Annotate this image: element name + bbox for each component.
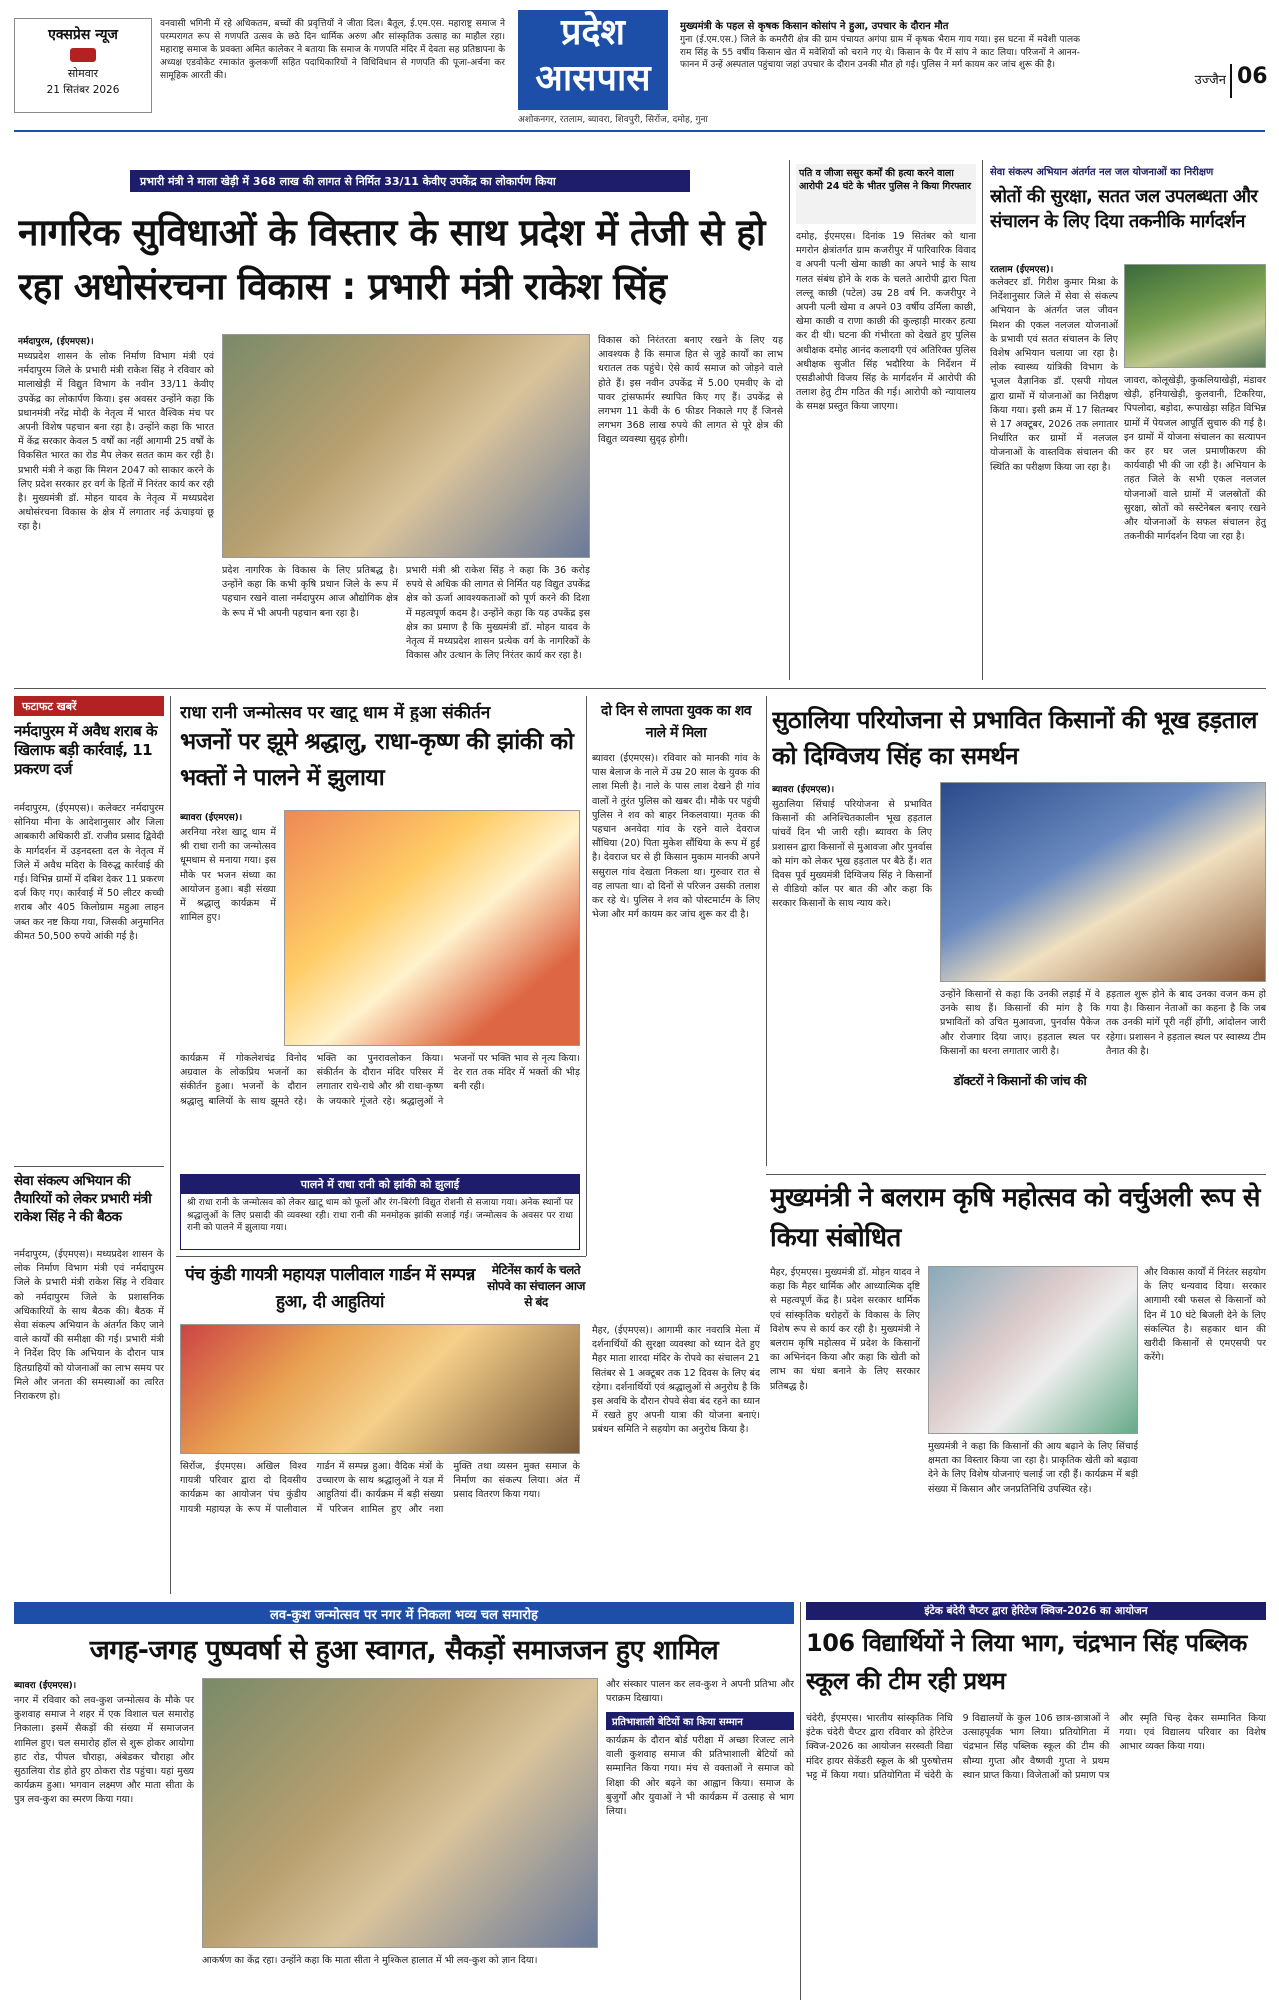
lavkush-photo — [202, 1678, 598, 1948]
divider — [982, 160, 983, 680]
lavkush-band: लव-कुश जन्मोत्सव पर नगर में निकला भव्य चल समारोह — [14, 1602, 794, 1624]
lavkush-dateline: ब्यावरा (ईएमएस)। — [14, 1681, 77, 1691]
day: सोमवार — [67, 67, 99, 80]
water-dateline: रतलाम (ईएमएस)। — [990, 265, 1054, 275]
lavkush-col-1: नगर में रविवार को लव-कुश जन्मोत्सव के मौके पर कुशवाह समाज ने शहर में एक विशाल चल समारोह निकाला। इसमें सैकड़ों की संख्या में समाजजन शामिल हुए। चल समारोह हॉल से शुरू होकर आयोगा हाट रोड, पीपल चौराहा, अंबेडकर चौराहा और सुठालिया रोड होते हुए ठोकरा रोड पहुंचा। यहां मुख्य कार्यक्रम हुआ। भगवान लक्ष्मण और माता सीता के पुत्र लव-कुश का स्मरण किया गया। — [14, 1695, 194, 1806]
fatafat-body-2: नर्मदापुरम, (ईएमएस)। मध्यप्रदेश शासन के लोक निर्माण विभाग मंत्री एवं नर्मदापुरम जिले के प्रभारी मंत्री राकेश सिंह ने रविवार को नर्मदापुरम जिले के प्रशासनिक अधिकारियों के साथ बैठक की। बैठक में सेवा संकल्प अभियान के अंतर्गत किए जाने वाले कार्यों की समीक्षा की गई। प्रभारी मंत्री ने निर्देश दिए कि अभियान के दौरान पात्र हितग्राहियों को योजनाओं का लाभ समय पर मिले और जनता की समस्याओं का त्वरित निराकरण हो। — [14, 1249, 164, 1403]
logo-icon — [70, 48, 96, 62]
suthaliya-dateline: ब्यावरा (ईएमएस)। — [772, 785, 835, 795]
suthaliya-col-3: हड़ताल शुरू होने के बाद उनका वजन कम हो गया है। किसान नेताओं का कहना है कि जब तक उनकी मांगें पूरी नहीं होंगी, आंदोलन जारी रहेगा। प्रशासन ने हड़ताल स्थल पर स्वास्थ्य टीम तैनात की है। — [1106, 989, 1266, 1057]
water-headline: स्रोतों की सुरक्षा, सतत जल उपलब्धता और संचालन के लिए दिया तकनीकि मार्गदर्शन — [990, 186, 1258, 232]
cm-body-2: मुख्यमंत्री ने कहा कि किसानों की आय बढ़ाने के लिए सिंचाई क्षमता का विस्तार किया जा रहा है। प्राकृतिक खेती को बढ़ावा देने के लिए विशेष योजनाएं चलाई जा रही हैं। कार्यक्रम में बड़ी संख्या में किसान और जनप्रतिनिधि उपस्थित रहे। — [928, 1441, 1138, 1495]
divider — [14, 1166, 164, 1167]
divider — [170, 696, 171, 1594]
brand: एक्सप्रेस न्यूज — [48, 27, 118, 43]
fatafat-headline: नर्मदापुरम में अवैध शराब के खिलाफ बड़ी कार्रवाई, 11 प्रकरण दर्ज — [14, 722, 157, 778]
cm-photo — [928, 1266, 1138, 1434]
cm-body-3: और विकास कार्यों में निरंतर सहयोग के लिए धन्यवाद दिया। सरकार आगामी रबी फसल से किसानों को दिन में 10 घंटे बिजली देने के लिए संकल्पित है। सहकार धान की खरीदी किसानों से एमएसपी पर करेंगे। — [1144, 1267, 1266, 1364]
section-title-2: आसपास — [535, 58, 651, 99]
right-brief: गुना (ई.एम.एस.) जिले के कमरौरी क्षेत्र की ग्राम पंचायत अगंपा ग्राम में कृषक भैराम गाय गया। इस घटना में मवेशी पालक राम सिंह के 55 वर्षीय किसान खेत में मवेशियों को चराने गए थे। किसान के पैर में सांप ने काट लिया। परिजनों ने आनन-फानन में उन्हें अस्पताल पहुंचाया जहां उपचार के दौरान उनकी मौत हो गई। पुलिस ने मर्ग कायम कर जांच शुरू की है। — [680, 35, 1080, 70]
masthead-rule — [14, 130, 1265, 132]
date: 21 सितंबर 2026 — [46, 84, 120, 96]
lavkush-headline: जगह-जगह पुष्पवर्षा से हुआ स्वागत, सैकड़ों समाजजन हुए शामिल — [89, 1635, 719, 1666]
school-band: इंटेक बंदेरी चैप्टर द्वारा हेरिटेज क्विज-2026 का आयोजन — [806, 1602, 1266, 1620]
divider — [766, 696, 767, 1166]
fatafat-body: नर्मदापुरम, (ईएमएस)। कलेक्टर नर्मदापुरम सोनिया मीना के आदेशानुसार और जिला आबकारी अधिकारी डॉ. राजीव प्रसाद द्विवेदी के मार्गदर्शन में उड़नदस्ता दल के नेतृत्व में जिले में अवैध मदिरा के विरुद्ध कार्रवाई की गई। विभिन्न ग्रामों में दबिश देकर 11 प्रकरण दर्ज किए गए। कार्रवाई में 50 लीटर कच्ची शराब और 405 किलोग्राम महुआ लाहन जब्त कर नष्ट किया गया, जिसकी अनुमानित कीमत 50,500 रुपये आंकी गई है। — [14, 803, 164, 942]
lead-kicker: प्रभारी मंत्री ने माला खेड़ी में 368 लाख की लागत से निर्मित 33/11 केवीए उपकेंद्र का लोकार्पण किया — [130, 170, 690, 192]
section-title-box — [518, 10, 668, 110]
radha-box — [180, 1174, 580, 1250]
divider — [586, 696, 587, 1256]
left-brief: वनवासी भगिनी में रहे अधिकतम, बच्चों की प्रवृत्तियों ने जीता दिल। बैतूल, ई.एम.एस. महाराष्ट्र समाज ने परम्परागत रूप से गणपति उत्सव के छठे दिन धार्मिक अरुण और सांस्कृतिक उत्साह का माहौल रहा। महाराष्ट्र समाज के प्रवक्ता अमित कालेकर ने बताया कि समाज के गणपति मंदिर में देवता सह प्रतिष्ठापना के अध्यक्ष एडवोकेट रमाकांत कुलकर्णी सहित पदाधिकारियों ने विधिविधान से गणपति की पूजा-अर्चना कर सामूहिक आरती की। — [160, 19, 505, 81]
lead-col-3: प्रभारी मंत्री श्री राकेश सिंह ने कहा कि 36 करोड़ रुपये से अधिक की लागत से निर्मित यह विद्युत उपकेंद्र क्षेत्र को ऊर्जा आवश्यकताओं को पूर्ण करने की दिशा में महत्वपूर्ण कदम है। उन्होंने कहा कि यह उपकेंद्र इस क्षेत्र का प्रमाण है कि मुख्यमंत्री डॉ. मोहन यादव के नेतृत्व में मध्यप्रदेश शासन प्रत्येक वर्ग के नागरिकों के विकास और उत्थान के लिए निरंतर कार्य कर रहा है। — [406, 565, 590, 662]
suthaliya-col-2: उन्होंने किसानों से कहा कि उनकी लड़ाई में वे उनके साथ हैं। किसानों की मांग है कि प्रभावितों को उचित मुआवजा, पुनर्वास पैकेज और रोजगार दिया जाए। हड़ताल स्थल पर किसानों का धरना लगातार जारी है। — [940, 989, 1100, 1057]
lead-col-1: मध्यप्रदेश शासन के लोक निर्माण विभाग मंत्री एवं नर्मदापुरम जिले के प्रभारी मंत्री राकेश सिंह ने रविवार को मालाखेड़ी में विद्युत विभाग के नवीन 33/11 केवीए उपकेंद्र का लोकार्पण किया। इस अवसर उन्होंने कहा कि प्रधानमंत्री नरेंद्र मोदी के नेतृत्व में भारत वैश्विक मंच पर अपनी विशेष पहचान बना रहा है। उन्होंने कहा कि भारत में केंद्र सरकार केवल 5 वर्षों का नहीं आगामी 25 वर्षों के विकसित भारत का रोड मैप लेकर सतत काम कर रही है। प्रभारी मंत्री ने कहा कि मिशन 2047 को साकार करने के लिए प्रदेश सरकार हर वर्ग के हितों में निरंतर कार्य कर रही है। मुख्यमंत्री डॉ. मोहन यादव के नेतृत्व में मध्यप्रदेश अधोसंरचना विकास के क्षेत्र में लगातार नई ऊंचाइयां छू रहा है। — [18, 351, 214, 533]
lavkush-sub-head: प्रतिभाशाली बेटियों का किया सम्मान — [606, 1712, 794, 1730]
water-col-1: कलेक्टर डॉ. गिरीश कुमार मिश्रा के निर्देशानुसार जिले में सेवा से संकल्प अभियान के अंतर्गत जल जीवन मिशन की एकल नलजल योजनाओं के प्रभावी एवं सतत संचालन के लिए विशेष अभियान चलाया जा रहा है। लोक स्वास्थ्य यांत्रिकी विभाग के भूजल वैज्ञानिक डॉ. एसपी गोयल द्वारा ग्रामों में योजनाओं का निरीक्षण किया गया। इसी क्रम में 17 सितम्बर से 17 अक्टूबर, 2026 तक लगातार निर्धारित कर ग्रामों में नलजल योजनाओं के वास्तविक संचालन की स्थिति का परीक्षण किया जा रहा है। — [990, 277, 1118, 473]
missing-headline: दो दिन से लापता युवक का शव नाले में मिला — [600, 703, 752, 741]
lead-photo — [222, 334, 590, 558]
suthaliya-headline: सुठालिया परियोजना से प्रभावित किसानों की भूख हड़ताल को दिग्विजय सिंह का समर्थन — [772, 706, 1257, 770]
suthaliya-col-1: सुठालिया सिंचाई परियोजना से प्रभावित किसानों की अनिश्चितकालीन भूख हड़ताल पांचवें दिन भी जारी रही। ब्यावरा के लिए प्रशासन द्वारा किसानों से मुआवजा और पुनर्वास को मांग को लेकर भूख हड़ताल पर बैठे हैं। शत दिवस पूर्व मुख्यमंत्री दिग्विजय सिंह ने किसानों से वीडियो कॉल पर बात की और कहा कि सरकार किसानों के साथ न्याय करे। — [772, 799, 932, 910]
murder-kicker: पति व जीजा ससुर कर्मों की हत्या करने वाला आरोपी 24 घंटे के भीतर पुलिस ने किया गिरफ्तार — [796, 164, 976, 224]
right-brief-head: मुख्यमंत्री के पहल से कृषक किसान कोसांप ने हुआ, उपचार के दौरान मौत — [680, 21, 949, 32]
matinee-body: मैहर, (ईएमएस)। आगामी कार नवरात्रि मेला में दर्शनार्थियों की सुरक्षा व्यवस्था को ध्यान देते हुए मैहर माता शारदा मंदिर के रोपवे का संचालन 21 सितंबर से 1 अक्टूबर तक 12 दिवस के लिए बंद रहेगा। दर्शनार्थियों एवं श्रद्धालुओं से अनुरोध है कि इस अवधि के दौरान रोपवे सेवा बंद रहने का ध्यान में रखते हुए अपनी यात्रा की योजना बनाएं। प्रबंधन समिति ने सहयोग का अनुरोध किया है। — [592, 1325, 760, 1436]
divider — [14, 688, 1266, 689]
radha-headline: भजनों पर झूमे श्रद्धालु, राधा-कृष्ण की झांकी को भक्तों ने पालने में झुलाया — [180, 729, 574, 791]
lavkush-col-3: और संस्कार पालन कर लव-कुश ने अपनी प्रतिभा और पराक्रम दिखाया। — [606, 1679, 794, 1705]
lead-photo-caption: प्रदेश नागरिक के विकास के लिए प्रतिबद्ध है। उन्होंने कहा कि कभी कृषि प्रधान जिले के रूप में पहचान रखने वाला नर्मदापुरम आज औद्योगिक क्षेत्र के रूप में भी अपनी पहचान बना रहा है। — [222, 565, 398, 619]
suthaliya-sub-head: डॉक्टरों ने किसानों की जांच की — [953, 1073, 1087, 1088]
water-col-2: जावरा, कोलूखेड़ी, कुकलियाखेड़ी, मंडावर खेड़ी, हनियाखेड़ी, कुलवानी, टिकरिया, पिपलोदा, बड़ोदा, रूपाखेड़ा सहित विभिन्न ग्रामों में पेयजल आपूर्ति सुचारु की गई है। इन ग्रामों में योजना संचालन का सत्यापन कर हर घर जल प्रमाणीकरण की कार्यवाही भी की जा रही है। अभियान के तहत जिले के सभी एकल नलजल योजनाओं वाले ग्रामों में जलस्रोतों की सुरक्षा, स्रोतों को सस्टेनेबल बनाए रखने और योजनाओं के सफल संचालन हेतु तकनीकी मार्गदर्शन दिया जा रहा है। — [1124, 375, 1266, 543]
radha-kicker: राधा रानी जन्मोत्सव पर खाटू धाम में हुआ संकीर्तन — [180, 703, 491, 722]
city-name: उज्जैन — [1194, 73, 1226, 88]
divider — [800, 1602, 801, 2000]
water-kicker: सेवा संकल्प अभियान अंतर्गत नल जल योजनाओं का निरीक्षण — [990, 167, 1214, 178]
lavkush-col-3b: कार्यक्रम के दौरान बोर्ड परीक्षा में अच्छा रिजल्ट लाने वाली कुशवाह समाज की प्रतिभाशाली बेटियों को सम्मानित किया गया। मंच से वक्ताओं ने समाज को शिक्षा की ओर बढ़ने का आह्वान किया। समाज के बुजुर्गों और युवाओं ने भी कार्यक्रम में उत्साह से भाग लिया। — [606, 1735, 794, 1818]
divider — [176, 1256, 586, 1257]
district-list: अशोकनगर, रतलाम, ब्यावरा, शिवपुरी, सिरोंज, दमोह, गुना — [518, 115, 708, 125]
water-photo — [1124, 264, 1266, 368]
missing-body: ब्यावरा (ईएमएस)। रविवार को मानकी गांव के पास बेलाज के नाले में उम्र 20 साल के युवक की लाश मिली है। नाले के पास लाश देखने ही गांव वालों ने तुरंत पुलिस को खबर दी। मौके पर पहुंची पुलिस ने शव को बाहर निकलवाया। मृतक की पहचान अनवेदा गांव के रहने वाले देवराज सौंधिया (20) पिता मुकेश सौंधिया के रूप में हुई है। देवराज घर से ही किसान मुकाम मानकी अपने ससुराल गांव देखता निकला था। गुरुवार रात से वह लापता था। दो दिनों से परिजन उसकी तलाश कर रहे थे। पुलिस ने शव को पोस्टमार्टम के लिए भेजा और मर्ग कायम कर जांच शुरू कर दी है। — [592, 753, 760, 921]
fatafat-label: फटाफट खबरें — [14, 696, 164, 716]
page-number: 06 — [1230, 64, 1270, 98]
gayatri-photo — [180, 1324, 580, 1454]
gayatri-headline: पंच कुंडी गायत्री महायज्ञ पालीवाल गार्डन में सम्पन्न हुआ, दी आहुतियां — [185, 1265, 475, 1312]
matinee-headline: मेटिनेंस कार्य के चलते सोपवे का संचालन आज से बंद — [487, 1263, 585, 1309]
radha-body: कार्यक्रम में गोकलेशचंद्र विनोद अग्रवाल के लोकप्रिय भजनों का संकीर्तन हुआ। भजनों के दौरान श्रद्धालु बालियों के साथ झूमते रहे। भक्ति का पुनरावलोकन किया। संकीर्तन के दौरान मंदिर परिसर में लगातार राधे-राधे और श्री राधा-कृष्ण के जयकारे गूंजते रहे। श्रद्धालुओं ने भजनों पर भक्ति भाव से नृत्य किया। देर रात तक मंदिर में भक्तों की भीड़ बनी रही। — [180, 1053, 580, 1107]
school-headline: 106 विद्यार्थियों ने लिया भाग, चंद्रभान सिंह पब्लिक स्कूल की टीम रही प्रथम — [806, 1629, 1247, 1695]
divider — [789, 160, 790, 680]
radha-dateline: ब्यावरा (ईएमएस)। — [180, 813, 243, 823]
lead-headline: नागरिक सुविधाओं के विस्तार के साथ प्रदेश में तेजी से हो रहा अधोसंरचना विकास : प्रभारी मंत्री राकेश सिंह — [18, 211, 765, 308]
school-body: चंदेरी, ईएमएस। भारतीय सांस्कृतिक निधि इंटेक चंदेरी चैप्टर द्वारा रविवार को हेरिटेज क्विज-2026 का आयोजन सरस्वती विद्या मंदिर हायर सेकेंडरी स्कूल के श्री पुरुषोत्तम भट्ट में किया गया। प्रतियोगिता में चंदेरी के 9 विद्यालयों के कुल 106 छात्र-छात्राओं ने उत्साहपूर्वक भाग लिया। प्रतियोगिता में चंद्रभान सिंह पब्लिक स्कूल की टीम की सौम्या गुप्ता और वैष्णवी गुप्ता ने प्रथम स्थान प्राप्त किया। विजेताओं को प्रमाण पत्र और स्मृति चिन्ह देकर सम्मानित किया गया। एवं विद्यालय परिवार का विशेष आभार व्यक्त किया गया। — [806, 1713, 1266, 1781]
murder-body: दमोह, ईएमएस। दिनांक 19 सितंबर को थाना मगरोन क्षेत्रांतर्गत ग्राम कजरीपुर में पारिवारिक विवाद व अपनी पत्नी खेमा काछी का अपने भाई के साथ गलत संबंध होने के शक के चलते आरोपी द्वारा पिता लल्लू काछी (पटेल) उम्र 28 वर्ष नि. कजरीपुर ने अपनी पत्नी खेमा व अपने 03 वर्षीय उर्मिला काछी, खेमा काछी व राणा काछी की कुल्हाड़ी मारकर हत्या कर दी थी। घटना की गंभीरता को देखते हुए पुलिस अधीक्षक दमोह आनंद कलादगी एवं अतिरिक्त पुलिस अधीक्षक सुजीत सिंह भदौरिया के निर्देशन में एसडीओपी विजय सिंह के मार्गदर्शन में आरोपी की तलाश हेतु टीम गठित की गई। आरोपी को न्यायालय के समक्ष प्रस्तुत किया जाएगा। — [796, 231, 976, 413]
cm-body-1: मैहर, ईएमएस। मुख्यमंत्री डॉ. मोहन यादव ने कहा कि मैहर धार्मिक और आध्यात्मिक दृष्टि से महत्वपूर्ण केंद्र है। प्रदेश सरकार धार्मिक एवं सांस्कृतिक धरोहरों के विकास के लिए विशेष रूप से कार्य कर रही है। मुख्यमंत्री ने बलराम कृषि महोत्सव में प्रदेश के किसानों का अभिनंदन किया और कहा कि खेती को लाभ का धंधा बनाने के लिए सरकार प्रतिबद्ध है। — [770, 1267, 920, 1392]
masthead-box — [14, 18, 152, 113]
radha-box-body: श्री राधा रानी के जन्मोत्सव को लेकर खाटू धाम को फूलों और रंग-बिरंगी विद्युत रोशनी से सजाया गया। अनेक स्थानों पर श्रद्धालुओं के लिए प्रसादी की व्यवस्था रही। राधा रानी की मनमोहक झांकी सजाई गई। जन्मोत्सव के अवसर पर राधा रानी को पालने में झुलाया गया। — [187, 1198, 573, 1233]
divider — [766, 1174, 1266, 1175]
gayatri-body: सिरोंज, ईएमएस। अखिल विश्व गायत्री परिवार द्वारा दो दिवसीय कार्यक्रम का आयोजन पंच कुंडीय गायत्री महायज्ञ के रूप में पालीवाल गार्डन में सम्पन्न हुआ। वैदिक मंत्रों के उच्चारण के साथ श्रद्धालुओं ने यज्ञ में आहुतियां दीं। कार्यक्रम में बड़ी संख्या में परिजन शामिल हुए और नशा मुक्ति तथा व्यसन मुक्त समाज के निर्माण का संकल्प लिया। अंत में प्रसाद वितरण किया गया। — [180, 1461, 580, 1515]
cm-headline: मुख्यमंत्री ने बलराम कृषि महोत्सव को वर्चुअली रूप से किया संबोधित — [770, 1183, 1260, 1253]
lavkush-caption: आकर्षण का केंद्र रहा। उन्होंने कहा कि माता सीता ने मुश्किल हालात में भी लव-कुश को ज्ञान दिया। — [202, 1955, 538, 1966]
fatafat-headline-2: सेवा संकल्प अभियान की तैयारियों को लेकर प्रभारी मंत्री राकेश सिंह ने की बैठक — [14, 1173, 152, 1225]
suthaliya-photo — [940, 782, 1266, 982]
spacer — [592, 1262, 760, 1282]
radha-photo — [284, 810, 580, 1046]
radha-box-head: पालने में राधा रानी को झांकी को झुलाई — [181, 1175, 579, 1194]
lead-col-4: विकास को निरंतरता बनाए रखने के लिए यह आवश्यक है कि समाज हित से जुड़े कार्यों का लाभ धरातल तक पहुंचे। ऐसे कार्य समाज को जोड़ने वाले होते हैं। इस नवीन उपकेंद्र में 5.00 एमवीए के दो पावर ट्रांसफार्मर स्थापित किए गए हैं। उपकेंद्र से लगभग 11 केवी के 6 फीडर निकाले गए हैं जिनसे लगभग 368 लाख रुपये की लागत से पूरे क्षेत्र की विद्युत व्यवस्था सुदृढ़ होगी। — [598, 335, 783, 446]
radha-lead-text: अरनिया नरेश खाटू धाम में श्री राधा रानी का जन्मोत्सव धूमधाम से मनाया गया। इस मौके पर भजन संध्या का आयोजन हुआ। बड़ी संख्या में श्रद्धालु कार्यक्रम में शामिल हुए। — [180, 827, 276, 924]
lead-dateline: नर्मदापुरम, (ईएमएस)। — [18, 337, 94, 347]
section-title-1: प्रदेश — [560, 12, 626, 53]
